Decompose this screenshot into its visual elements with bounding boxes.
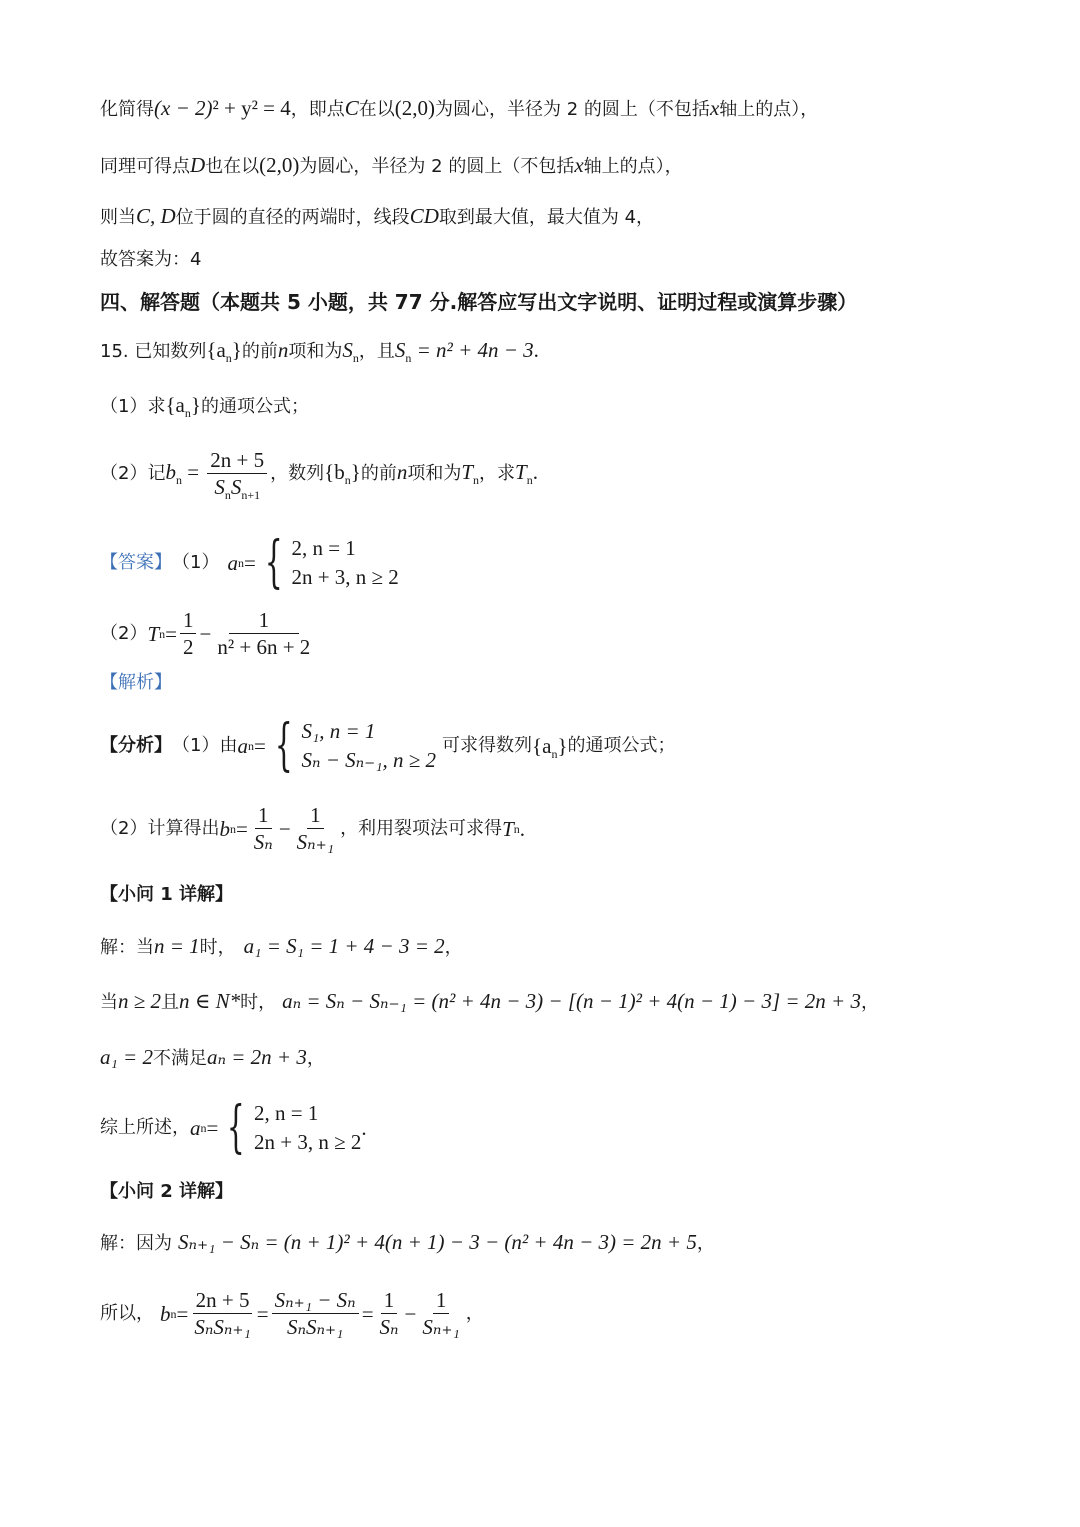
formula-part: S <box>230 475 242 499</box>
period: . <box>532 460 538 484</box>
t-var: T <box>502 816 514 841</box>
analysis-tag: 【解析】 <box>100 672 172 693</box>
subscript: n <box>224 488 231 503</box>
line-similarly <box>100 155 683 176</box>
s-var: S <box>342 338 353 362</box>
text: ，且 <box>358 341 395 362</box>
text: ，求 <box>479 463 516 484</box>
sequence-b <box>324 460 361 488</box>
a-var: a <box>190 1115 201 1140</box>
text: ， <box>444 937 463 958</box>
denominator: Sₙ <box>379 1315 399 1339</box>
formula-part: S <box>214 475 225 499</box>
line-max <box>100 206 654 227</box>
segment-cd: CD <box>409 204 439 228</box>
text: 在以 <box>358 99 395 120</box>
a-var: a <box>237 733 248 758</box>
text: 且 <box>161 992 180 1013</box>
text: 项和为 <box>407 463 462 484</box>
text: （2）记 <box>100 463 166 484</box>
text: 的通项公式； <box>567 735 676 756</box>
text: 则当 <box>100 207 136 228</box>
sequence-a <box>165 393 201 421</box>
fraction <box>251 805 276 853</box>
left-brace: { <box>274 713 293 778</box>
text: 取到最大值，最大值为 4， <box>438 207 655 228</box>
text: 化简得 <box>100 99 154 120</box>
fraction <box>377 1290 402 1338</box>
x-var: x <box>709 96 720 120</box>
text: ， <box>465 1303 484 1324</box>
subquestion-1-heading: 【小问 1 详解】 <box>100 884 234 905</box>
fraction <box>272 1290 359 1338</box>
text: ，即点 <box>290 99 345 120</box>
formula-part: } <box>231 338 242 362</box>
formula-part: {b <box>324 460 345 484</box>
minus: − <box>278 816 291 841</box>
text: 为圆心，半径为 2 的圆上（不包括 <box>435 99 710 120</box>
n-var: n <box>277 338 289 362</box>
numerator: 2n + 5 <box>207 450 267 474</box>
subscript: n <box>405 350 412 365</box>
numerator: 1 <box>381 1290 398 1314</box>
formula: n ∈ N* <box>179 989 241 1013</box>
b-var: b <box>160 1301 171 1326</box>
case-2: 2n + 3, n ≥ 2 <box>253 1130 362 1154</box>
text: （2）计算得出 <box>100 818 220 839</box>
case-2: 2n + 3, n ≥ 2 <box>291 565 399 589</box>
analysis-label: 【分析】 <box>100 735 172 756</box>
fraction <box>419 1290 462 1338</box>
subscript: n <box>175 472 182 487</box>
center-point: (2,0) <box>259 153 300 177</box>
formula: aₙ = 2n + 3 <box>206 1045 307 1069</box>
denominator: Sₙ₊₁ <box>296 830 335 854</box>
text: 的通项公式； <box>200 396 309 417</box>
text: （1） <box>172 552 220 573</box>
answer-line: 故答案为：4 <box>100 249 202 270</box>
left-brace: { <box>264 530 283 595</box>
numerator: 1 <box>307 805 324 829</box>
text: 的前 <box>241 341 278 362</box>
equals: = <box>253 733 266 758</box>
analysis-part2: （2）计算得出 b n = $\frac{1}{\text{Sₙ}}$ − $\frac{1}{\text{Sₙ₊₁}}$ ，利用裂项法可求得 T n . <box>100 803 525 854</box>
text: 时， <box>199 937 236 958</box>
text: 轴上的点）， <box>583 156 683 177</box>
text: ， <box>696 1233 715 1254</box>
point-c: C <box>344 96 359 120</box>
text: 同理可得点 <box>100 156 190 177</box>
sol1-line1 <box>100 936 463 957</box>
t-var: T <box>147 621 160 646</box>
cases <box>301 721 436 771</box>
fraction <box>294 805 337 853</box>
denominator <box>211 474 263 503</box>
text: 不满足 <box>152 1048 207 1069</box>
denominator: 2 <box>182 635 194 659</box>
formula: Sₙ₊₁ − Sₙ = (n + 1)² + 4(n + 1) − 3 − (n² + 4n − 3) = 2n + 5 <box>178 1230 697 1254</box>
subscript: n <box>473 472 480 487</box>
denominator: Sₙ₊₁ <box>422 1315 460 1339</box>
denominator: SₙSₙ₊₁ <box>286 1315 344 1339</box>
period: . <box>519 816 525 841</box>
text: 为圆心，半径为 2 的圆上（不包括 <box>299 156 575 177</box>
equals: = <box>243 550 256 575</box>
text: 当 <box>100 992 118 1013</box>
text: 时， <box>240 992 277 1013</box>
cases <box>254 1103 361 1153</box>
numerator: 1 <box>255 805 272 829</box>
period: . <box>533 338 539 362</box>
question-15-part2 <box>100 448 538 503</box>
formula-part: } <box>190 393 201 417</box>
formula: aₙ = Sₙ − Sₙ₋₁ = (n² + 4n − 3) − [(n − 1)² + 4(n − 1) − 3] = 2n + 3 <box>282 989 861 1013</box>
formula-part: = n² + 4n − 3 <box>411 338 534 362</box>
formula-part: {a <box>165 393 185 417</box>
subscript: n <box>352 350 359 365</box>
text: 位于圆的直径的两端时，线段 <box>175 207 410 228</box>
equals: = <box>206 1115 219 1140</box>
formula-part: } <box>350 460 361 484</box>
b-var: b <box>165 460 176 484</box>
equals: = <box>256 1301 269 1326</box>
n-var: n <box>396 460 408 484</box>
s-var: S <box>394 338 406 362</box>
text: 项和为 <box>288 341 343 362</box>
formula: a₁ = S₁ = 1 + 4 − 3 = 2 <box>243 934 445 958</box>
subquestion-2-heading: 【小问 2 详解】 <box>100 1181 234 1202</box>
formula-part: {a <box>206 338 226 362</box>
case-1: 2, n = 1 <box>291 536 356 560</box>
formula-part: (x − 2) <box>154 96 213 120</box>
subscript: n <box>225 351 232 366</box>
equals: = <box>165 621 177 646</box>
sol1-summary: 综上所述， a n = { 2, n = 1 2n + 3, n ≥ 2 . <box>100 1095 367 1160</box>
sol1-line2 <box>100 991 879 1012</box>
center-point: (2,0) <box>394 96 436 120</box>
text: ，数列 <box>270 463 325 484</box>
numerator: Sₙ₊₁ − Sₙ <box>272 1290 359 1314</box>
answer-part2: （2） T n = $\frac{1}{2}$ − $\frac{1}{\text{n² + 6n + 2}}$ <box>100 610 316 658</box>
text: ，利用裂项法可求得 <box>340 818 503 839</box>
sol2-line1 <box>100 1232 715 1253</box>
numerator: 1 <box>180 610 197 634</box>
equals: = <box>181 460 205 484</box>
t-var: T <box>461 460 474 484</box>
subscript: n+1 <box>241 488 261 503</box>
minus: − <box>404 1301 417 1326</box>
t-var: T <box>515 460 527 484</box>
b-var: b <box>219 816 230 841</box>
subscript: n <box>184 406 191 421</box>
text: 15. 已知数列 <box>100 341 207 362</box>
text: 也在以 <box>205 156 260 177</box>
answer-tag: 【答案】 <box>100 552 172 573</box>
text: 解：因为 <box>100 1233 172 1254</box>
case-1: S₁, n = 1 <box>301 719 376 743</box>
formula: n ≥ 2 <box>118 989 162 1013</box>
period: . <box>361 1115 367 1140</box>
formula-part: ² + y² = 4 <box>212 96 291 120</box>
analysis-part1: 【分析】 （1）由 a n = { S₁, n = 1 Sₙ − Sₙ₋₁, n ≥ 2 可求得数列 $\{a_n\}$ 的通项公式； <box>100 713 676 778</box>
denominator: Sₙ <box>253 830 273 854</box>
a-var: a <box>227 550 238 575</box>
numerator: 1 <box>433 1290 450 1314</box>
subscript: n <box>526 472 533 487</box>
fraction <box>207 448 267 503</box>
line-simplify <box>100 98 818 119</box>
numerator: 2n + 5 <box>193 1290 253 1314</box>
question-15 <box>100 338 539 366</box>
sequence-a <box>532 733 568 761</box>
question-15-part1 <box>100 393 309 421</box>
answer-part1: 【答案】 （1） a n = { 2, n = 1 2n + 3, n ≥ 2 <box>100 530 399 595</box>
minus: − <box>199 621 212 646</box>
case-2: Sₙ − Sₙ₋₁, n ≥ 2 <box>301 748 437 772</box>
cases <box>291 538 398 588</box>
fraction <box>214 610 313 658</box>
fraction <box>191 1290 253 1338</box>
equals: = <box>235 816 248 841</box>
text: （2） <box>100 623 148 644</box>
text: ， <box>306 1048 325 1069</box>
formula-part: {a <box>532 733 552 758</box>
sol1-line3 <box>100 1047 325 1068</box>
text: 可求得数列 <box>442 735 533 756</box>
formula: a₁ = 2 <box>100 1045 153 1069</box>
text: 综上所述， <box>100 1117 190 1138</box>
text: ， <box>860 992 879 1013</box>
denominator: SₙSₙ₊₁ <box>194 1315 251 1339</box>
text: （1）求 <box>100 396 166 417</box>
formula-part: } <box>557 733 568 758</box>
numerator: 1 <box>229 610 300 634</box>
formula <box>154 96 291 120</box>
equals: = <box>361 1301 374 1326</box>
text: 解：当 <box>100 937 154 958</box>
fraction <box>180 610 197 658</box>
formula: n = 1 <box>154 934 200 958</box>
text: 的前 <box>360 463 397 484</box>
text: （1）由 <box>172 735 238 756</box>
text: 所以， <box>100 1303 154 1324</box>
point-d: D <box>190 153 206 177</box>
sequence-a <box>206 338 242 366</box>
x-var: x <box>574 153 584 177</box>
subscript: n <box>344 473 351 488</box>
text: 轴上的点）， <box>719 99 819 120</box>
left-brace: { <box>227 1095 246 1160</box>
points-cd: C, D <box>136 204 176 228</box>
subscript: n <box>551 746 558 761</box>
section-heading: 四、解答题（本题共 5 小题，共 77 分.解答应写出文字说明、证明过程或演算步骤） <box>100 290 858 314</box>
denominator: n² + 6n + 2 <box>217 635 311 659</box>
case-1: 2, n = 1 <box>253 1101 319 1125</box>
equals: = <box>176 1301 189 1326</box>
sol2-line2: 所以， b n = $\frac{2n + 5}{\text{SₙSₙ₊₁}}$ = $\frac{\text{Sₙ₊₁ − Sₙ}}{\text{SₙSₙ₊₁}}$ = $\frac{1}{\text{Sₙ}}$ − $\frac{1}{\text{Sₙ₊₁}}$ ， <box>100 1288 484 1339</box>
